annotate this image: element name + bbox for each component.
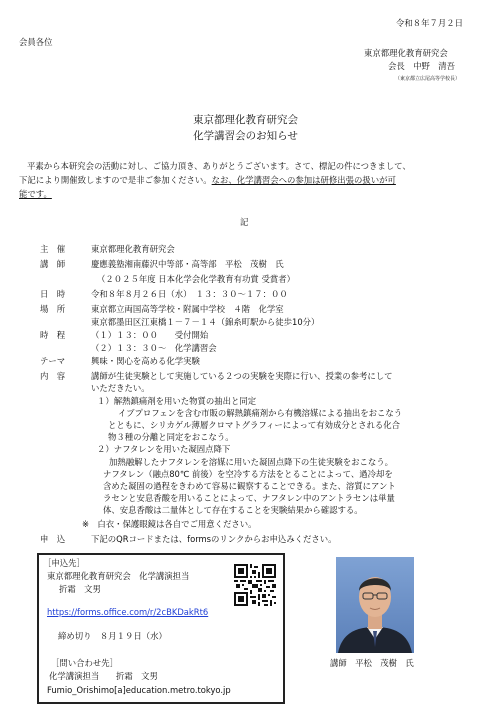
schedule-value-1: （１）１３：００ 受付開始 [91, 330, 209, 340]
issue-date: 令和８年７月２日 [396, 18, 463, 28]
contact-heading: ［問い合わせ先］ [51, 658, 118, 668]
schedule-label: 時 程 [40, 330, 66, 340]
exp2-line4: ラセンと安息香酸を用いることによって、ナフタレン中のアントラセンは単量 [103, 493, 395, 503]
theme-label: テーマ [40, 356, 66, 366]
place-value-1: 東京都立両国高等学校・附属中学校 ４階 化学室 [91, 304, 284, 314]
apply-deadline: 締め切り ８月１９日（水） [58, 631, 167, 641]
lecturer-label: 講 師 [40, 259, 66, 269]
qr-code-icon[interactable] [234, 564, 276, 606]
recipient: 会員各位 [19, 37, 53, 47]
lecturer-note: （２０２５年度 日本化学会化学教育有功賞 受賞者） [97, 274, 295, 284]
exp2-line5: 体、安息香酸は二量体として存在することを実験結果から確認する。 [103, 505, 363, 515]
apply-box-person: 折霜 文男 [59, 584, 101, 594]
schedule-value-2: （２）１３：３０～ 化学講習会 [91, 343, 217, 353]
exp2-line1: 加熱融解したナフタレンを溶媒に用いた凝固点降下の生徒実験をおこなう。 [109, 457, 393, 467]
attire-note: ※ 白衣・保護眼鏡は各自でご用意ください。 [82, 519, 257, 529]
intro-line2 [19, 175, 396, 186]
contact-person: 化学講演担当 折霜 文男 [49, 671, 158, 681]
ki-mark: 記 [240, 217, 249, 227]
apply-form-link[interactable]: https://forms.office.com/r/2cBKDakRt6 [47, 607, 209, 617]
lecturer-photo [336, 557, 414, 653]
date-label: 日 時 [40, 289, 66, 299]
lecturer-value: 慶應義塾湘南藤沢中等部・高等部 平松 茂樹 氏 [91, 259, 284, 269]
exp2-title: ２）ナフタレンを用いた凝固点降下 [97, 444, 231, 454]
photo-caption: 講師 平松 茂樹 氏 [330, 658, 414, 668]
apply-box-heading: ［申込先］ [43, 558, 85, 568]
exp2-line3: 含めた凝固の過程をきわめて容易に観察することできる。また、溶質にアント [103, 481, 396, 491]
exp2-line2: ナフタレン（融点80℃ 前後）を空冷する方法をとることによって、過冷却を [103, 469, 393, 479]
sender-org: 東京都理化教育研究会 [364, 48, 448, 58]
apply-box-dept: 東京都理化教育研究会 化学講演担当 [47, 571, 190, 581]
exp1-line2: とともに、シリカゲル薄層クロマトグラフィーによって有効成分とされる化合 [108, 420, 401, 430]
title-line2: 化学講習会のお知らせ [193, 130, 298, 142]
exp1-line3: 物３種の分離と同定をおこなう。 [108, 432, 234, 442]
content-line1: 講師が生徒実験として実施している２つの実験を実際に行い、授業の参考にして [91, 371, 393, 381]
apply-label: 申 込 [40, 534, 66, 544]
place-label: 場 所 [40, 304, 66, 314]
content-line2: いただきたい。 [91, 383, 150, 393]
intro-line2b: なお、化学講習会への参加は研修出張の扱いが可 [211, 175, 396, 185]
contact-email: Fumio_Orishimo[a]education.metro.tokyo.jp [47, 685, 231, 695]
intro-line2a: 下記により開催致しますので是非ご参加ください。 [19, 175, 212, 185]
exp1-title: １）解熱鎮痛剤を用いた物質の抽出と同定 [97, 396, 257, 406]
date-value: 令和８年８月２６日（水） １３：３０～１７：００ [91, 289, 288, 299]
title-line1: 東京都理化教育研究会 [193, 114, 298, 126]
exp1-line1: イブプロフェンを含む市販の解熱鎮痛剤から有機溶媒による抽出をおこなう [118, 408, 403, 418]
sender-president: 会長 中野 清吾 [388, 61, 455, 71]
host-label: 主 催 [40, 244, 66, 254]
host-value: 東京都理化教育研究会 [91, 244, 175, 254]
place-value-2: 東京都墨田区江東橋１－７－１４（錦糸町駅から徒歩10分） [91, 317, 320, 327]
sender-affiliation: （東京都立広尾高等学校長） [395, 76, 461, 82]
apply-value: 下記のQRコードまたは、formsのリンクからお申込みください。 [91, 534, 337, 544]
content-label: 内 容 [40, 371, 66, 381]
intro-line3: 能です。 [19, 189, 52, 199]
theme-value: 興味・関心を高める化学実験 [91, 356, 200, 366]
intro-line1: 平素から本研究会の活動に対し、ご協力頂き、ありがとうございます。さて、標記の件につきまして、 [27, 161, 411, 171]
